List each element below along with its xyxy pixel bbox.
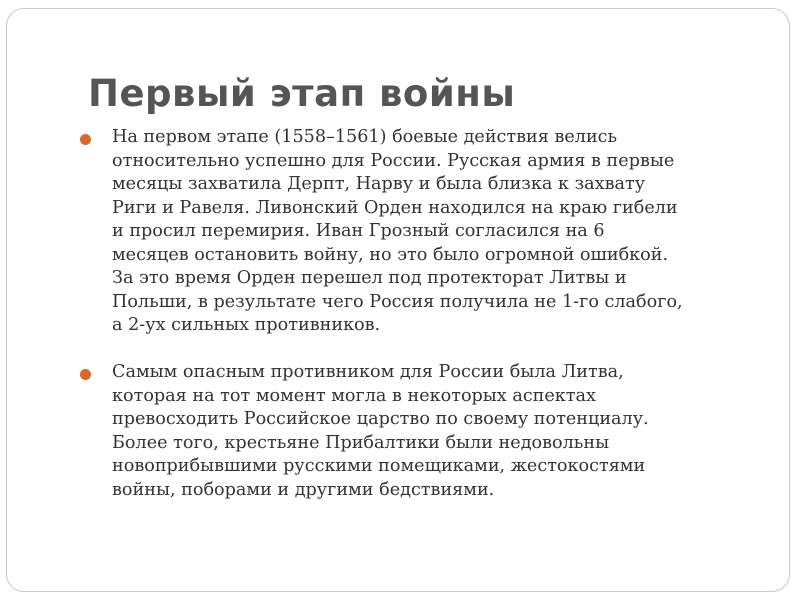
bullet-list: [80, 126, 760, 502]
bullet-icon: [80, 369, 91, 380]
bullet-item: [80, 126, 760, 338]
bullet-icon: [80, 134, 91, 145]
bullet-text: Самым опасным противником для России была Литва, которая на тот момент могла в некоторых аспектах превосходить Российское царство по своему потенциалу. Более того, крестьяне Прибалтики были недовольны новоприбывшими русскими помещиками, жестокостями войны, поборами и другими бедствиями.: [112, 362, 649, 500]
bullet-text: На первом этапе (1558–1561) боевые действия велись относительно успешно для России. Русская армия в первые месяцы захватила Дерпт, Нарву и была близка к захвату Риги и Равеля. Ливонский Орден находился на краю гибели и просил перемирия. Иван Грозный согласился на 6 месяцев остановить войну, но это было огромной ошибкой. За это время Орден перешел под протекторат Литвы и Польши, в результате чего Россия получила не 1-го слабого, а 2-ух сильных противников.: [112, 127, 683, 335]
bullet-item: [80, 361, 760, 502]
slide-title: Первый этап войны: [88, 72, 516, 115]
